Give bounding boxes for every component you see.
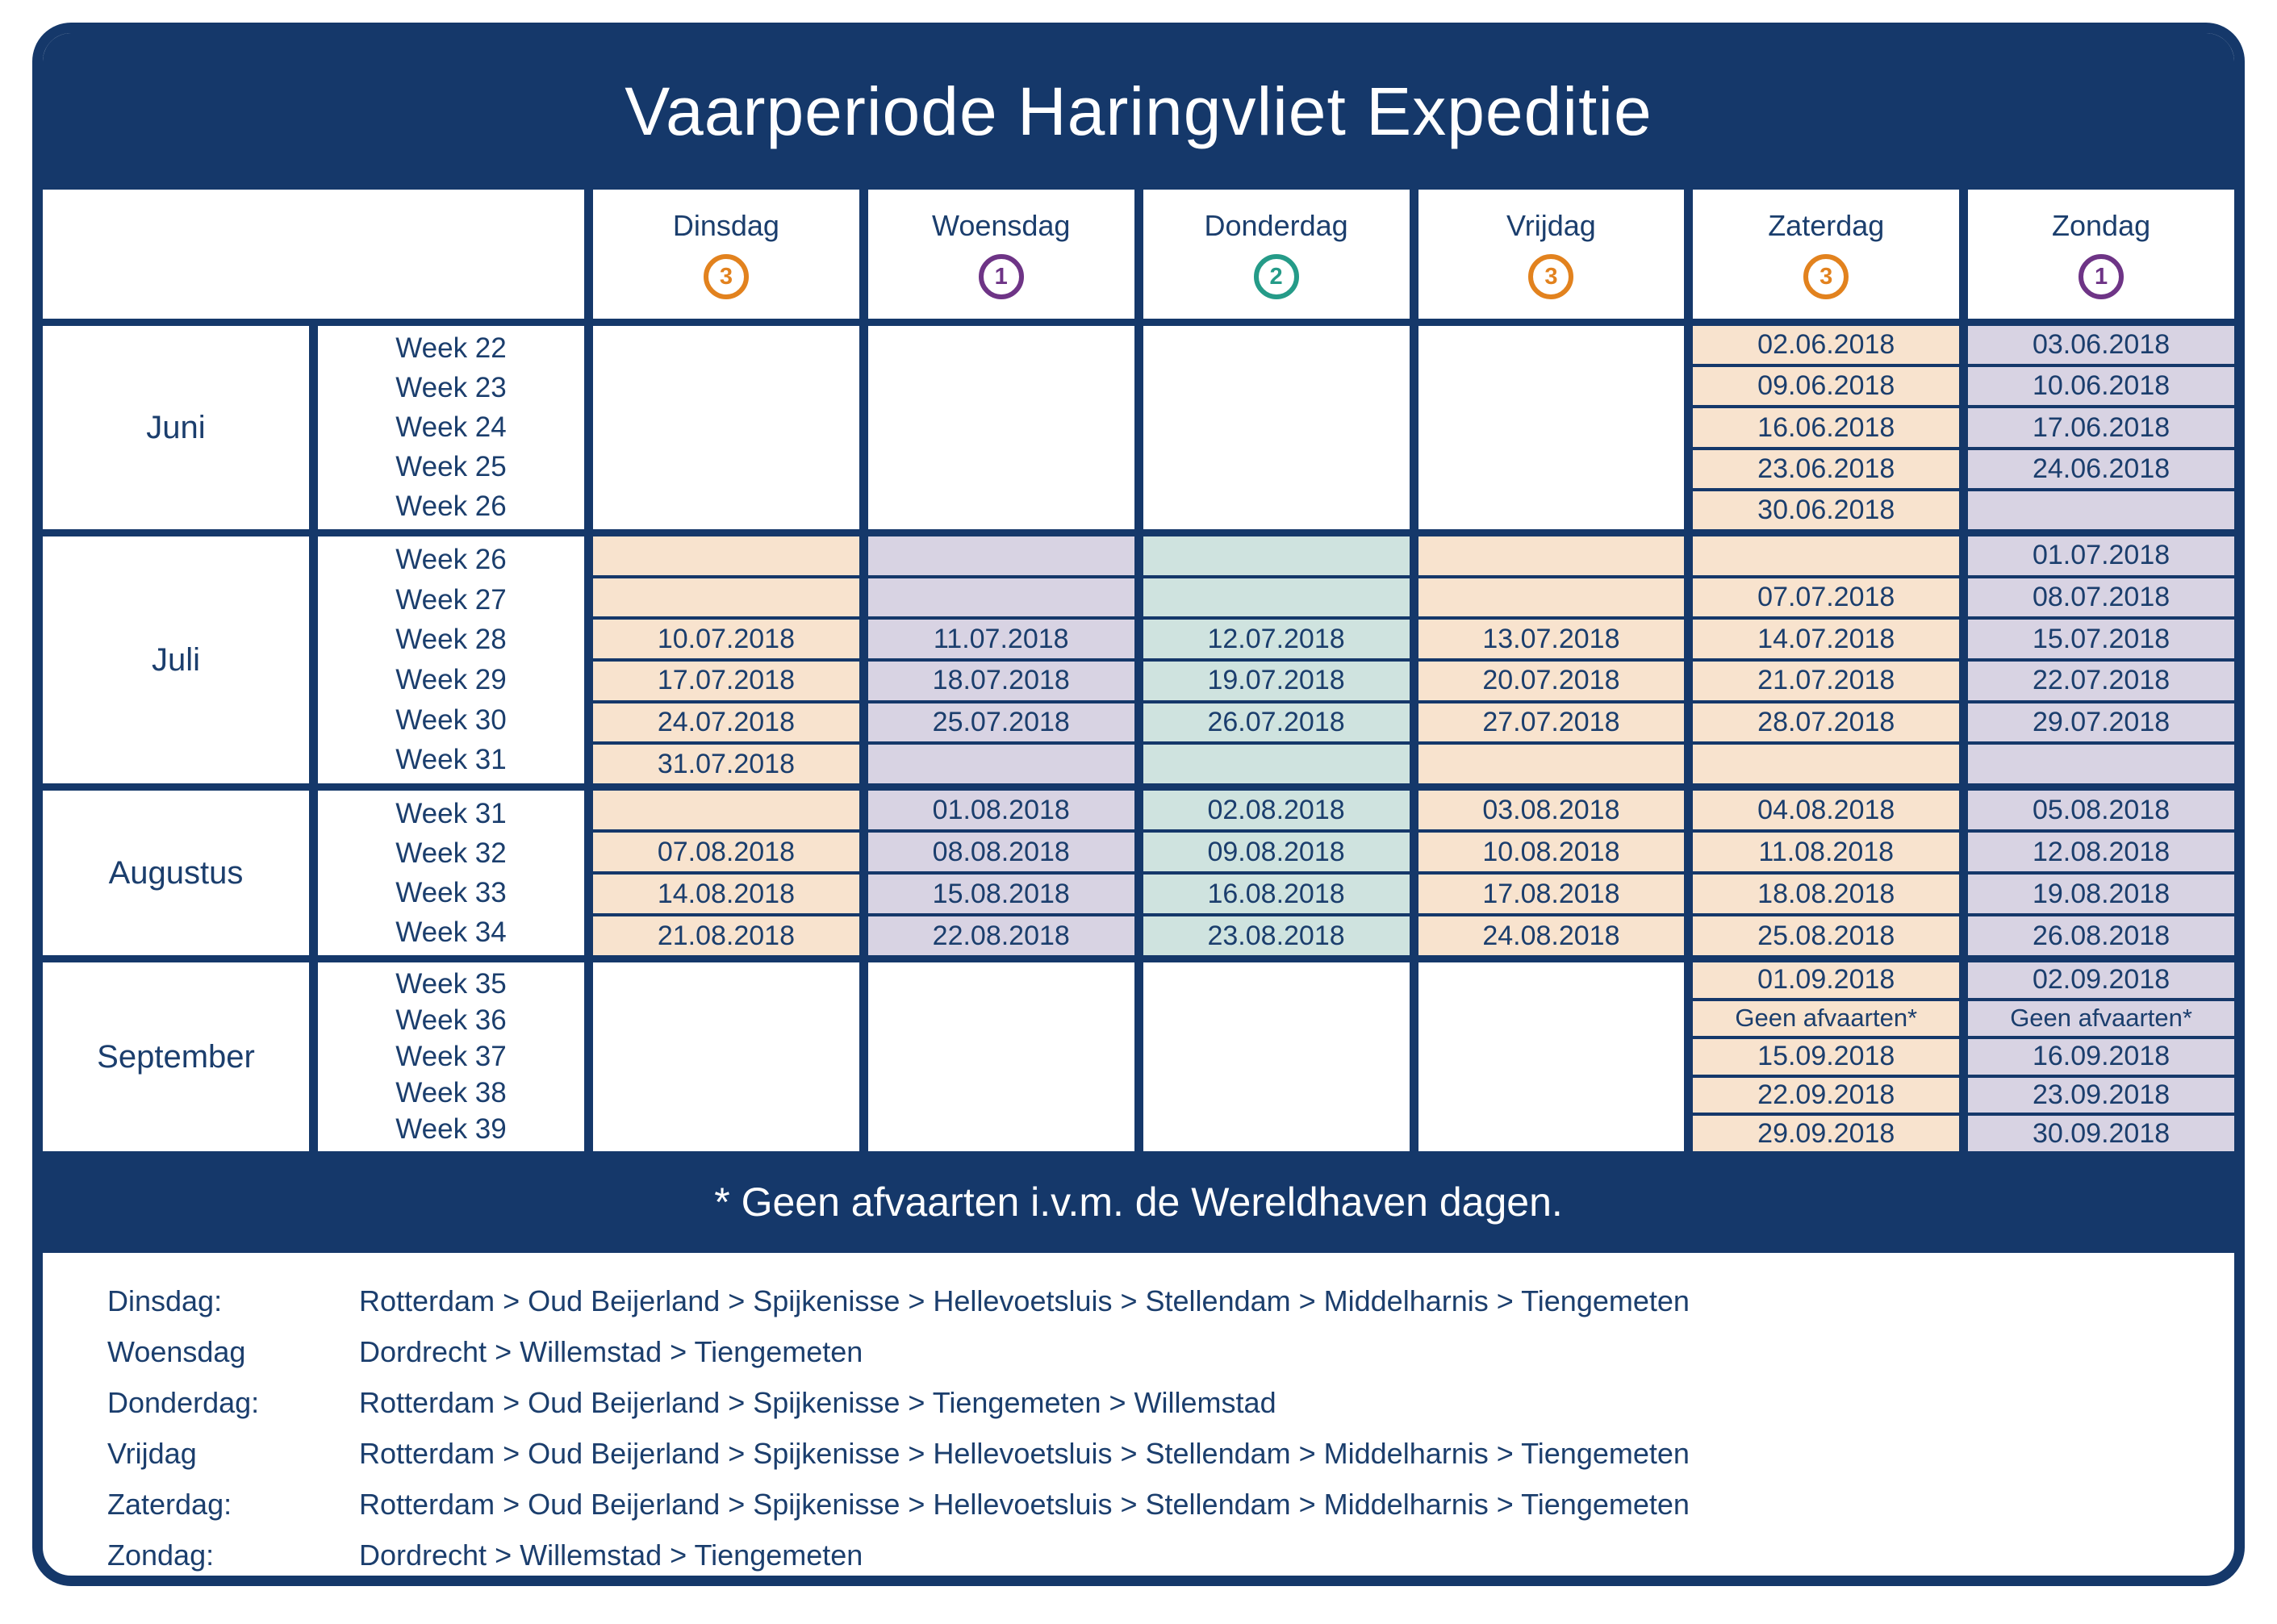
- date-cell: 04.08.2018: [1757, 794, 1895, 825]
- juni-woensdag-cell: [868, 326, 1134, 529]
- day-label: Zaterdag: [1768, 209, 1885, 242]
- date-cell: 17.06.2018: [1968, 405, 2234, 446]
- week-label: Week 23: [395, 372, 507, 404]
- day-header-zondag: [1968, 190, 2234, 319]
- month-label-augustus: Augustus: [43, 791, 309, 955]
- juni-zaterdag-cell: [1693, 326, 1959, 529]
- week-label: Week 38: [395, 1077, 507, 1109]
- week-label: Week 32: [395, 837, 507, 869]
- date-cell: 15.07.2018: [1968, 616, 2234, 658]
- month-label-september: September: [43, 962, 309, 1151]
- augustus-woensdag-cell: [868, 791, 1134, 955]
- legend-day-label: Zondag:: [107, 1538, 215, 1572]
- legend-row: [107, 1326, 2234, 1377]
- departure-count-badge: 3: [1803, 254, 1849, 299]
- date-cell: 16.06.2018: [1693, 405, 1959, 446]
- empty-date-cell: [1418, 741, 1685, 783]
- legend: [43, 1253, 2234, 1580]
- september-donderdag-cell: [1143, 962, 1410, 1151]
- date-cell: 20.07.2018: [1418, 658, 1685, 700]
- month-label-juli: Juli: [43, 536, 309, 783]
- departure-count-badge: 3: [1528, 254, 1573, 299]
- departure-count-badge: 3: [704, 254, 749, 299]
- week-label: Week 26: [395, 490, 507, 522]
- day-header-woensdag: [868, 190, 1134, 319]
- date-cell: 15.08.2018: [868, 871, 1134, 913]
- legend-row: [107, 1530, 2234, 1580]
- week-label: Week 24: [395, 411, 507, 443]
- week-label: Week 27: [395, 583, 507, 616]
- date-cell: 24.06.2018: [1968, 447, 2234, 488]
- corner-cell: [43, 190, 584, 319]
- date-cell: 01.07.2018: [2032, 540, 2170, 571]
- date-cell: 15.09.2018: [1693, 1036, 1959, 1075]
- week-label: Week 33: [395, 876, 507, 908]
- september-zaterdag-cell: [1693, 962, 1959, 1151]
- date-cell: 14.08.2018: [593, 871, 859, 913]
- empty-date-cell: [868, 575, 1134, 617]
- september-zondag-cell: [1968, 962, 2234, 1151]
- juli-zaterdag-cell: [1693, 536, 1959, 783]
- week-label: Week 28: [395, 624, 507, 656]
- legend-day-label: Vrijdag: [107, 1436, 197, 1470]
- date-cell: 30.06.2018: [1693, 488, 1959, 529]
- date-cell: 24.08.2018: [1418, 913, 1685, 955]
- legend-route: Rotterdam > Oud Beijerland > Spijkenisse > Hellevoetsluis > Stellendam > Middelharnis > Tiengemeten: [359, 1436, 1690, 1470]
- augustus-donderdag-cell: [1143, 791, 1410, 955]
- date-cell: 19.08.2018: [1968, 871, 2234, 913]
- september-woensdag-cell: [868, 962, 1134, 1151]
- date-cell: 18.07.2018: [868, 658, 1134, 700]
- day-label: Zondag: [2052, 209, 2151, 242]
- empty-date-cell: [1143, 536, 1410, 575]
- empty-date-cell: [1143, 575, 1410, 617]
- legend-route: Rotterdam > Oud Beijerland > Spijkenisse > Tiengemeten > Willemstad: [359, 1385, 1276, 1419]
- empty-date-cell: [1693, 741, 1959, 783]
- date-cell: 10.07.2018: [593, 616, 859, 658]
- date-cell: 11.08.2018: [1693, 829, 1959, 871]
- schedule-grid: [43, 190, 2234, 1151]
- date-cell: 18.08.2018: [1693, 871, 1959, 913]
- augustus-vrijdag-cell: [1418, 791, 1685, 955]
- departure-count-badge: 1: [2079, 254, 2124, 299]
- date-cell: 01.08.2018: [932, 794, 1070, 825]
- week-label: Week 39: [395, 1113, 507, 1146]
- legend-row: [107, 1275, 2234, 1326]
- date-cell: 25.08.2018: [1693, 913, 1959, 955]
- date-cell: 07.08.2018: [593, 829, 859, 871]
- date-cell: 24.07.2018: [593, 700, 859, 742]
- empty-date-cell: [1968, 488, 2234, 529]
- date-cell: Geen afvaarten*: [1693, 998, 1959, 1037]
- day-label: Dinsdag: [672, 209, 779, 242]
- legend-day-label: Dinsdag:: [107, 1284, 223, 1317]
- juli-donderdag-cell: [1143, 536, 1410, 783]
- date-cell: 16.08.2018: [1143, 871, 1410, 913]
- legend-route: Rotterdam > Oud Beijerland > Spijkenisse > Hellevoetsluis > Stellendam > Middelharnis > Tiengemeten: [359, 1284, 1690, 1317]
- date-cell: 09.08.2018: [1143, 829, 1410, 871]
- date-cell: 22.07.2018: [1968, 658, 2234, 700]
- date-cell: 17.08.2018: [1418, 871, 1685, 913]
- legend-day-label: Woensdag: [107, 1334, 246, 1368]
- week-label: Week 37: [395, 1041, 507, 1072]
- legend-route: Dordrecht > Willemstad > Tiengemeten: [359, 1538, 863, 1572]
- date-cell: 31.07.2018: [593, 741, 859, 783]
- date-cell: 10.08.2018: [1418, 829, 1685, 871]
- augustus-dinsdag-cell: [593, 791, 859, 955]
- week-list-juli: [318, 536, 584, 783]
- juli-vrijdag-cell: [1418, 536, 1685, 783]
- day-header-donderdag: [1143, 190, 1410, 319]
- september-dinsdag-cell: [593, 962, 859, 1151]
- date-cell: 12.08.2018: [1968, 829, 2234, 871]
- september-vrijdag-cell: [1418, 962, 1685, 1151]
- date-cell: 03.08.2018: [1482, 794, 1620, 825]
- date-cell: 02.06.2018: [1757, 329, 1895, 361]
- date-cell: 21.07.2018: [1693, 658, 1959, 700]
- empty-date-cell: [593, 536, 859, 575]
- schedule-card: [32, 23, 2245, 1586]
- week-list-augustus: [318, 791, 584, 955]
- empty-date-cell: [593, 575, 859, 617]
- juli-woensdag-cell: [868, 536, 1134, 783]
- date-cell: 09.06.2018: [1693, 364, 1959, 405]
- juni-dinsdag-cell: [593, 326, 859, 529]
- augustus-zondag-cell: [1968, 791, 2234, 955]
- departure-count-badge: 2: [1254, 254, 1299, 299]
- day-label: Vrijdag: [1506, 209, 1596, 242]
- title-bar: [43, 33, 2234, 190]
- departure-count-badge: 1: [979, 254, 1024, 299]
- date-cell: 14.07.2018: [1693, 616, 1959, 658]
- date-cell: 02.09.2018: [2032, 964, 2170, 996]
- date-cell: 23.08.2018: [1143, 913, 1410, 955]
- week-label: Week 26: [395, 543, 507, 575]
- legend-day-label: Zaterdag:: [107, 1487, 232, 1521]
- empty-date-cell: [868, 741, 1134, 783]
- week-label: Week 31: [395, 797, 507, 829]
- empty-date-cell: [1418, 575, 1685, 617]
- week-label: Week 31: [395, 744, 507, 776]
- legend-day-label: Donderdag:: [107, 1385, 260, 1419]
- day-header-dinsdag: [593, 190, 859, 319]
- date-cell: 28.07.2018: [1693, 700, 1959, 742]
- date-cell: 29.09.2018: [1693, 1113, 1959, 1151]
- date-cell: 26.07.2018: [1143, 700, 1410, 742]
- date-cell: 26.08.2018: [1968, 913, 2234, 955]
- day-label: Donderdag: [1204, 209, 1348, 242]
- date-cell: 08.08.2018: [868, 829, 1134, 871]
- empty-date-cell: [1968, 741, 2234, 783]
- date-cell: 05.08.2018: [2032, 794, 2170, 825]
- date-cell: 22.08.2018: [868, 913, 1134, 955]
- date-cell: 19.07.2018: [1143, 658, 1410, 700]
- empty-date-cell: [593, 791, 859, 829]
- empty-date-cell: [868, 536, 1134, 575]
- date-cell: 12.07.2018: [1143, 616, 1410, 658]
- empty-date-cell: [1143, 741, 1410, 783]
- date-cell: 16.09.2018: [1968, 1036, 2234, 1075]
- legend-route: Rotterdam > Oud Beijerland > Spijkenisse > Hellevoetsluis > Stellendam > Middelharnis > Tiengemeten: [359, 1487, 1690, 1521]
- week-label: Week 30: [395, 703, 507, 736]
- week-list-juni: [318, 326, 584, 529]
- legend-route: Dordrecht > Willemstad > Tiengemeten: [359, 1334, 863, 1368]
- date-cell: 11.07.2018: [868, 616, 1134, 658]
- footer-bar: [43, 1151, 2234, 1253]
- day-label: Woensdag: [932, 209, 1071, 242]
- date-cell: 17.07.2018: [593, 658, 859, 700]
- week-label: Week 25: [395, 450, 507, 482]
- date-cell: 27.07.2018: [1418, 700, 1685, 742]
- legend-row: [107, 1428, 2234, 1479]
- juli-dinsdag-cell: [593, 536, 859, 783]
- page-title: Vaarperiode Haringvliet Expeditie: [625, 73, 1652, 149]
- date-cell: 23.09.2018: [1968, 1075, 2234, 1113]
- week-label: Week 22: [395, 332, 507, 365]
- date-cell: 08.07.2018: [1968, 575, 2234, 617]
- date-cell: 02.08.2018: [1207, 794, 1345, 825]
- empty-date-cell: [1693, 536, 1959, 575]
- day-header-vrijdag: [1418, 190, 1685, 319]
- week-list-september: [318, 962, 584, 1151]
- date-cell: 10.06.2018: [1968, 364, 2234, 405]
- date-cell: 25.07.2018: [868, 700, 1134, 742]
- legend-row: [107, 1377, 2234, 1428]
- date-cell: 23.06.2018: [1693, 447, 1959, 488]
- legend-row: [107, 1479, 2234, 1530]
- date-cell: 21.08.2018: [593, 913, 859, 955]
- week-label: Week 36: [395, 1004, 507, 1036]
- juni-zondag-cell: [1968, 326, 2234, 529]
- week-label: Week 29: [395, 663, 507, 695]
- empty-date-cell: [1418, 536, 1685, 575]
- juli-zondag-cell: [1968, 536, 2234, 783]
- month-label-juni: Juni: [43, 326, 309, 529]
- date-cell: 13.07.2018: [1418, 616, 1685, 658]
- date-cell: 07.07.2018: [1693, 575, 1959, 617]
- date-cell: 29.07.2018: [1968, 700, 2234, 742]
- date-cell: 22.09.2018: [1693, 1075, 1959, 1113]
- juni-vrijdag-cell: [1418, 326, 1685, 529]
- date-cell: Geen afvaarten*: [1968, 998, 2234, 1037]
- footer-note: * Geen afvaarten i.v.m. de Wereldhaven dagen.: [714, 1179, 1563, 1225]
- date-cell: 01.09.2018: [1757, 964, 1895, 996]
- augustus-zaterdag-cell: [1693, 791, 1959, 955]
- date-cell: 03.06.2018: [2032, 329, 2170, 361]
- week-label: Week 34: [395, 916, 507, 948]
- day-header-zaterdag: [1693, 190, 1959, 319]
- juni-donderdag-cell: [1143, 326, 1410, 529]
- date-cell: 30.09.2018: [1968, 1113, 2234, 1151]
- week-label: Week 35: [395, 967, 507, 1000]
